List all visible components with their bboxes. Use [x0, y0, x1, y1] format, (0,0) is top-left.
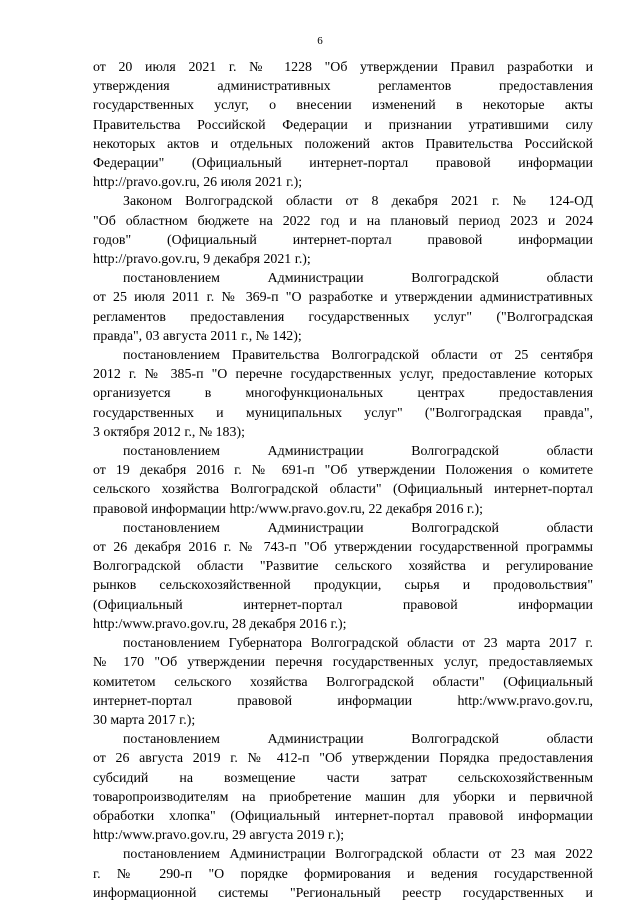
paragraph	[93, 730, 593, 845]
text-line: от 26 декабря 2016 г. № 743-п "Об утверждении государственной программы	[93, 540, 593, 556]
text-line: информационной системы "Региональный реестр государственных и	[93, 885, 593, 901]
text-line: http://pravo.gov.ru, 26 июля 2021 г.);	[93, 175, 303, 191]
text-line: http:/www.pravo.gov.ru, 29 августа 2019 г.);	[93, 828, 345, 844]
text-line: http:/www.pravo.gov.ru, 28 декабря 2016 г.);	[93, 616, 347, 632]
text-line: правда", 03 августа 2011 г., № 142);	[93, 328, 302, 344]
document-body	[93, 58, 593, 903]
paragraph	[93, 192, 593, 269]
text-line: постановлением Администрации Волгоградской области	[123, 444, 593, 460]
text-line: Законом Волгоградской области от 8 декабря 2021 г. № 124-ОД	[123, 194, 593, 210]
text-line: 2012 г. № 385-п "О перечне государственных услуг, предоставление которых	[93, 367, 593, 383]
text-line: рынков сельскохозяйственной продукции, сырья и продовольствия"	[93, 578, 593, 594]
paragraph	[93, 58, 593, 192]
text-line: сельского хозяйства Волгоградской области" (Официальный интернет-портал	[93, 482, 593, 498]
text-line: государственных услуг, о внесении изменений в некоторые акты	[93, 98, 593, 114]
text-line: организуется в многофункциональных центрах предоставления	[93, 386, 593, 402]
text-line: регламентов предоставления государственных услуг" ("Волгоградская	[93, 309, 593, 325]
page-number: 6	[317, 35, 323, 47]
text-line: № 170 "Об утверждении перечня государственных услуг, предоставляемых	[93, 655, 593, 671]
text-line: http://pravo.gov.ru, 9 декабря 2021 г.);	[93, 252, 311, 268]
text-line: г. № 290-п "О порядке формирования и ведения государственной	[93, 866, 593, 882]
paragraph	[93, 634, 593, 730]
text-line: от 25 июля 2011 г. № 369-п "О разработке и утверждении административных	[93, 290, 593, 306]
text-line: (Официальный интернет-портал правовой информации	[93, 597, 593, 613]
text-line: постановлением Губернатора Волгоградской области от 23 марта 2017 г.	[123, 636, 593, 652]
text-line: правовой информации http:/www.pravo.gov.ru, 22 декабря 2016 г.);	[93, 501, 483, 517]
text-line: постановлением Администрации Волгоградской области	[123, 520, 593, 536]
paragraph	[93, 269, 593, 346]
text-line: "Об областном бюджете на 2022 год и на плановый период 2023 и 2024	[93, 213, 593, 229]
paragraph	[93, 845, 593, 903]
text-line: 30 марта 2017 г.);	[93, 712, 196, 728]
text-line: от 19 декабря 2016 г. № 691-п "Об утверждении Положения о комитете	[93, 463, 593, 479]
text-line: годов" (Официальный интернет-портал правовой информации	[93, 232, 593, 248]
text-line: Правительства Российской Федерации и признании утратившими силу	[93, 117, 593, 133]
text-line: некоторых актов и отдельных положений актов Правительства Российской	[93, 136, 593, 152]
text-line: утверждения административных регламентов предоставления	[93, 79, 593, 95]
paragraph	[93, 442, 593, 519]
text-line: Федерации" (Официальный интернет-портал правовой информации	[93, 156, 593, 172]
text-line: субсидий на возмещение части затрат сельскохозяйственным	[93, 770, 593, 786]
paragraph	[93, 519, 593, 634]
text-line: постановлением Администрации Волгоградской области	[123, 732, 593, 748]
text-line: комитетом сельского хозяйства Волгоградской области" (Официальный	[93, 674, 593, 690]
text-line: от 20 июля 2021 г. № 1228 "Об утверждении Правил разработки и	[93, 60, 593, 75]
text-line: обработки хлопка" (Официальный интернет-портал правовой информации	[93, 808, 593, 824]
text-line: товаропроизводителям на приобретение машин для уборки и первичной	[93, 789, 593, 805]
text-line: 3 октября 2012 г., № 183);	[93, 424, 245, 440]
text-line: Волгоградской области "Развитие сельского хозяйства и регулирование	[93, 559, 593, 575]
text-line: постановлением Правительства Волгоградской области от 25 сентября	[123, 348, 593, 364]
text-line: интернет-портал правовой информации http:/www.pravo.gov.ru,	[93, 693, 593, 709]
text-line: постановлением Администрации Волгоградской области от 23 мая 2022	[123, 847, 593, 863]
paragraph	[93, 346, 593, 442]
text-line: постановлением Администрации Волгоградской области	[123, 271, 593, 287]
text-line: государственных и муниципальных услуг" ("Волгоградская правда",	[93, 405, 593, 421]
text-line: от 26 августа 2019 г. № 412-п "Об утверждении Порядка предоставления	[93, 751, 593, 767]
